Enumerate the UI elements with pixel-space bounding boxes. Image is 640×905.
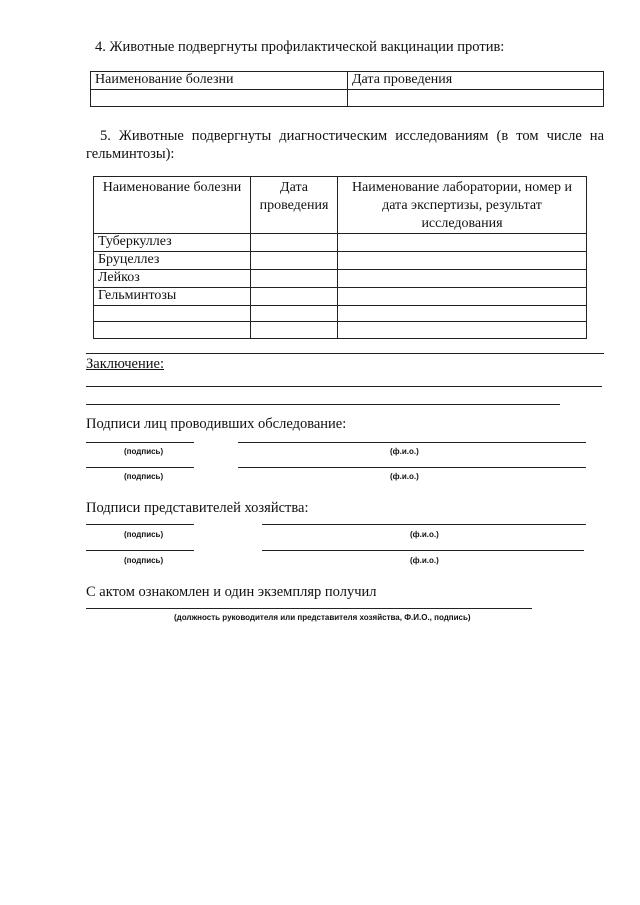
diagnostic-disease-name[interactable] [94, 306, 251, 322]
table-row [94, 234, 587, 252]
vaccination-cell-disease[interactable] [91, 90, 348, 107]
farm-rep-2-signature-caption: (подпись) [124, 556, 164, 565]
diagnostic-lab-cell[interactable] [338, 288, 587, 306]
table-row [94, 252, 587, 270]
inspector-2-signature-line[interactable] [86, 467, 194, 468]
conclusion-line-1[interactable] [86, 386, 602, 387]
farm-rep-1-signature-caption: (подпись) [124, 530, 164, 539]
inspector-1-name-line[interactable] [238, 442, 586, 443]
diagnostic-date-cell[interactable] [251, 306, 338, 322]
farm-rep-1-signature-line[interactable] [86, 524, 194, 525]
table-row [94, 322, 587, 339]
acknowledgement-caption: (должность руководителя или представителя хозяйства, Ф.И.О., подпись) [174, 613, 471, 622]
inspector-2-signature-caption: (подпись) [124, 472, 164, 481]
diagnostic-disease-name: Бруцеллез [94, 252, 251, 270]
diagnostic-disease-name: Гельминтозы [94, 288, 251, 306]
diagnostic-lab-cell[interactable] [338, 322, 587, 339]
table-row [94, 270, 587, 288]
vaccination-table [90, 71, 604, 107]
farm-rep-1-name-line[interactable] [262, 524, 586, 525]
acknowledgement-label: С актом ознакомлен и один экземпляр получил [86, 584, 377, 600]
inspector-1-signature-line[interactable] [86, 442, 194, 443]
vaccination-cell-date[interactable] [348, 90, 604, 107]
inspector-1-name-caption: (ф.и.о.) [390, 447, 419, 456]
diagnostic-lab-cell[interactable] [338, 270, 587, 288]
diagnostic-table [93, 176, 587, 339]
vaccination-header-date: Дата проведения [348, 72, 604, 90]
diagnostic-lab-cell[interactable] [338, 306, 587, 322]
inspectors-signatures-label: Подписи лиц проводивших обследование: [86, 416, 347, 432]
diagnostic-header-date: Дата проведения [251, 177, 338, 234]
conclusion-top-rule [86, 353, 604, 354]
diagnostic-header-disease: Наименование болезни [94, 177, 251, 234]
farm-reps-signatures-label: Подписи представителей хозяйства: [86, 500, 309, 516]
diagnostic-date-cell[interactable] [251, 322, 338, 339]
section-4-heading: 4. Животные подвергнуты профилактической вакцинации против: [95, 39, 505, 55]
diagnostic-header-laboratory: Наименование лаборатории, номер и дата экспертизы, результат исследования [338, 177, 587, 234]
farm-rep-2-name-line[interactable] [262, 550, 584, 551]
diagnostic-date-cell[interactable] [251, 252, 338, 270]
vaccination-header-disease: Наименование болезни [91, 72, 348, 90]
section-5-heading-cont: гельминтозы): [86, 146, 175, 162]
conclusion-line-2[interactable] [86, 404, 560, 405]
diagnostic-disease-name: Туберкуллез [94, 234, 251, 252]
inspector-2-name-caption: (ф.и.о.) [390, 472, 419, 481]
diagnostic-date-cell[interactable] [251, 270, 338, 288]
section-5-heading: 5. Животные подвергнуты диагностическим исследованиям (в том числе на [100, 128, 604, 144]
acknowledgement-signature-line[interactable] [86, 608, 532, 609]
diagnostic-disease-name: Лейкоз [94, 270, 251, 288]
table-row [94, 288, 587, 306]
inspector-2-name-line[interactable] [238, 467, 586, 468]
diagnostic-lab-cell[interactable] [338, 252, 587, 270]
diagnostic-lab-cell[interactable] [338, 234, 587, 252]
inspector-1-signature-caption: (подпись) [124, 447, 164, 456]
diagnostic-date-cell[interactable] [251, 288, 338, 306]
farm-rep-2-name-caption: (ф.и.о.) [410, 556, 439, 565]
diagnostic-date-cell[interactable] [251, 234, 338, 252]
farm-rep-2-signature-line[interactable] [86, 550, 194, 551]
conclusion-label: Заключение: [86, 356, 164, 372]
farm-rep-1-name-caption: (ф.и.о.) [410, 530, 439, 539]
table-row [94, 306, 587, 322]
diagnostic-disease-name[interactable] [94, 322, 251, 339]
